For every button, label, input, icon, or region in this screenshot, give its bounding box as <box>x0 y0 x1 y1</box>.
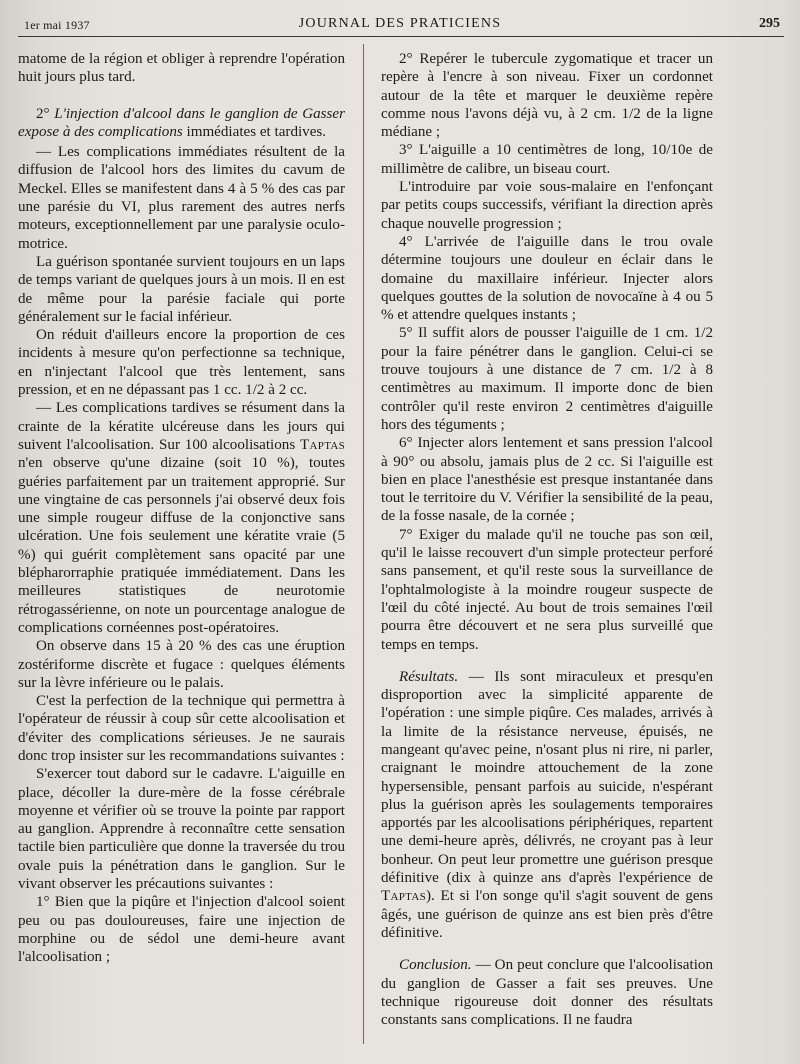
results-paragraph <box>381 668 713 942</box>
paragraph: 5° Il suffit alors de pousser l'aiguille de 1 cm. 1/2 pour la faire pénétrer dans le ganglion. Celui-ci se trouve toujours à une distance de 7 cm. 1/2 à 8 centimètres au maximum. Il importe donc de bien contrôler qu'il reste environ 2 centimètres d'aiguille hors des téguments ; <box>381 325 713 433</box>
left-column <box>18 50 345 967</box>
paragraph: 3° L'aiguille a 10 centimètres de long, 10/10e de millimètre de calibre, un biseau court. <box>381 142 713 177</box>
author-name: Taptas <box>300 436 345 453</box>
running-header <box>0 14 800 36</box>
paragraph: S'exercer tout dabord sur le cadavre. L'aiguille en place, décoller la dure-mère de la fosse cérébrale moyenne et vérifier où se trouve la pointe par rapport au ganglion. Apprendre à reconnaître cette sensation tactile bien particulière que donne la traversée du trou ovale puis la pénétration dans le ganglion. Sur le vivant observer les précautions suivantes : <box>18 766 345 893</box>
paragraph: L'introduire par voie sous-malaire en l'enfonçant par petits coups successifs, vérifiant la direction après chaque nouvelle progression ; <box>381 179 713 232</box>
text-run: n'en observe qu'une dizaine (soit 10 %), toutes guéries parfaitement par un traitement approprié. Sur une vingtaine de cas personnels j'ai observé deux fois une simple rougeur diffuse de la conjonctive sans ulcération. Une fois seulement une kératite vraie (5 %) qui guérit complètement sans opacité par une blépharorraphie pratiquée immédiatement. Dans les meilleures statistiques de neurotomie rétrogassérienne, on note un pourcentage analogue de complications cornéennes post-opératoires. <box>18 455 345 636</box>
paragraph: 4° L'arrivée de l'aiguille dans le trou ovale détermine toujours une douleur en éclair dans le domaine du maxillaire inférieur. Injecter alors quelques gouttes de la solution de novocaïne à 4 ou 5 % et attendre quelques instants ; <box>381 233 713 324</box>
text-run: — Ils sont miraculeux et presqu'en disproportion avec la simplicité apparente de l'opération : une simple piqûre. Ces malades, arrivés à la limite de la résistance nerveuse, épuisés, ne mangeant qu'avec peine, n'osant plus ni rire, ni parler, craignant le moindre attouchement de la zone hypersensible, pensant parfois au suicide, n'espérant plus la guérison après les soulagements temporaires apportés par les alcoolisations périphériques, repartent une demi-heure après, délivrés, ne croyant pas à leur bonheur. On peut leur promettre une guérison presque définitive (dix à quinze ans d'après l'expérience de <box>381 668 713 887</box>
paragraph <box>18 399 345 637</box>
paragraph: On réduit d'ailleurs encore la proportion de ces incidents à mesure qu'on perfectionne sa technique, en n'injectant l'alcool que très lentement, sans pression, et en ne dépassant pas 1 cc. 1/2 à 2 cc. <box>18 327 345 399</box>
section-heading-italic: L'injection d'alcool dans le ganglion de Gasser expose à des complications <box>18 105 346 140</box>
results-title: Résultats. <box>399 668 459 685</box>
paragraph: 1° Bien que la piqûre et l'injection d'alcool soient peu ou pas douloureuses, faire une injection de morphine ou de sédol une demi-heure avant l'alcoolisation ; <box>18 894 345 966</box>
section-heading-paragraph <box>18 105 345 142</box>
text-run: ). Et si l'on songe qu'il s'agit souvent de gens âgés, une guérison de quinze ans est bien près d'être définitive. <box>381 888 713 941</box>
paragraph: — Les complications immédiates résultent de la diffusion de l'alcool hors des limites du cavum de Meckel. Elles se manifestent dans 4 à 5 % des cas par une parésie du VI, plus rarement des autres nerfs moteurs, exceptionnellement par une paralysie oculo-motrice. <box>18 144 345 252</box>
paragraph: La guérison spontanée survient toujours en un laps de temps variant de quelques jours à un mois. Il en est de même pour la parésie faciale qui porte généralement sur le facial inférieur. <box>18 253 345 325</box>
text-run: — On peut conclure que l'alcoolisation du ganglion de Gasser a fait ses preuves. Une technique rigoureuse doit donner des résultats constants sans complications. Il ne faudra <box>381 957 713 1029</box>
paragraph: matome de la région et obliger à reprendre l'opération huit jours plus tard. <box>18 51 345 86</box>
author-name: Taptas <box>381 888 426 905</box>
section-heading-rest: immédiates et tardives. <box>182 123 327 140</box>
paragraph: C'est la perfection de la technique qui permettra à l'opérateur de réussir à coup sûr cette alcoolisation et d'éviter des complications sérieuses. Je ne saurais donc trop insister sur les recommandations suivantes : <box>18 693 345 764</box>
conclusion-paragraph <box>381 956 713 1029</box>
paragraph: On observe dans 15 à 20 % des cas une éruption zostériforme discrète et fugace : quelques éléments sur la lèvre inférieure ou le palais. <box>18 638 345 691</box>
header-date: 1er mai 1937 <box>24 18 90 32</box>
header-rule <box>18 36 784 37</box>
text-run: — Les complications tardives se résument dans la crainte de la kératite ulcéreuse dans les jours qui suivent l'alcoolisation. Sur 100 alcoolisations <box>18 400 345 453</box>
section-number: 2° <box>36 105 55 122</box>
paragraph: 2° Repérer le tubercule zygomatique et tracer un repère à l'encre à son niveau. Fixer un cordonnet autour de la tête et marquer le deuxième repère comme nous l'avons déjà vu, à 2 cm. 1/2 de la ligne médiane ; <box>381 51 713 141</box>
header-journal-title: JOURNAL DES PRATICIENS <box>298 16 502 31</box>
header-page-number: 295 <box>759 16 780 31</box>
column-divider <box>363 44 364 1044</box>
conclusion-title: Conclusion. <box>399 957 472 974</box>
paragraph: 6° Injecter alors lentement et sans pression l'alcool à 90° ou absolu, jamais plus de 2 cc. Si l'aiguille est bien en place l'anesthésie est presque instantanée dans tout le territoire du V. Vérifier la sensibilité de la peau, de la fosse nasale, de la cornée ; <box>381 435 713 525</box>
paragraph: 7° Exiger du malade qu'il ne touche pas son œil, qu'il le laisse recouvert d'un simple protecteur perforé sans pansement, et qu'il reste sous la surveillance de l'ophtalmologiste à la moindre rougeur suspecte de l'œil du côté injecté. Au bout de trois semaines l'œil pourra être découvert et ne sera plus surveillé que temps en temps. <box>381 526 713 653</box>
